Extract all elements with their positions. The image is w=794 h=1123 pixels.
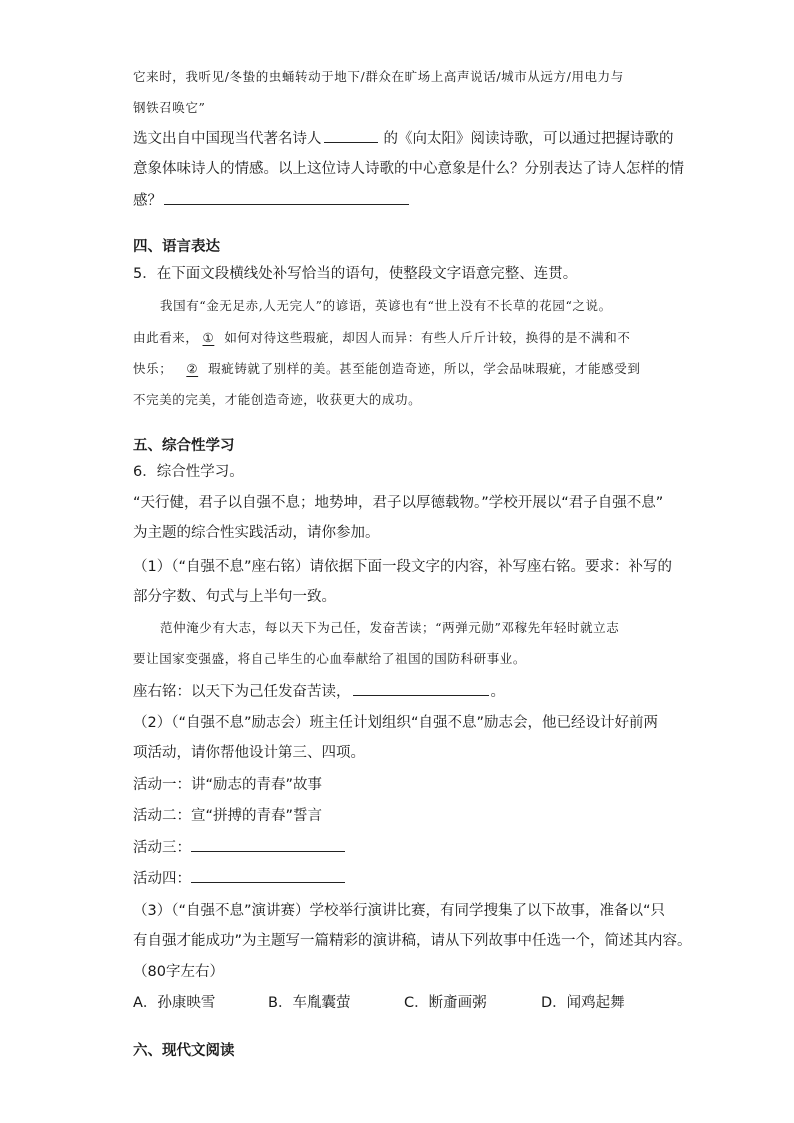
part-1-quote-line-1: 范仲淹少有大志，每以天下为己任，发奋苦读；“两弹元勋”邓稼先年轻时就立志 — [160, 620, 620, 635]
blank-2-mark[interactable]: ② — [186, 361, 199, 376]
q6-intro-line-2: 为主题的综合性实践活动，请你参加。 — [133, 525, 380, 541]
part-1-line-1: （1）（“自强不息”座右铭）请依据下面一段文字的内容，补写座右铭。要求：补写的 — [133, 559, 672, 575]
motto-line — [133, 680, 505, 703]
part-1-line-2: 部分字数、句式与上半句一致。 — [133, 589, 336, 605]
option-a[interactable]: A．孙康映雪 — [133, 995, 216, 1011]
q4-answer-blank[interactable] — [164, 189, 409, 205]
q5-p2-start: 由此看来， — [133, 330, 199, 345]
option-d[interactable]: D．闻鸡起舞 — [541, 995, 625, 1011]
section-4-heading: 四、语言表达 — [133, 239, 220, 255]
q6-intro-line-1: “天行健，君子以自强不息；地势坤，君子以厚德载物。”学校开展以“君子自强不息” — [133, 495, 664, 511]
poem-line-2: 钢铁召唤它” — [133, 100, 206, 115]
option-c[interactable]: C．断齑画粥 — [404, 995, 487, 1011]
poem-line-1: 它来时，我听见/冬蛰的虫蛹转动于地下/群众在旷场上高声说话/城市从远方/用电力与 — [133, 69, 624, 84]
option-b[interactable]: B．车胤囊萤 — [268, 995, 351, 1011]
q4-line-3-text: 感？ — [133, 193, 162, 209]
q5-p3-start: 快乐； — [133, 361, 173, 376]
q4-line-1-end: 的《向太阳》阅读诗歌，可以通过把握诗歌的 — [383, 131, 674, 147]
activity-3-line — [133, 836, 345, 859]
q5-paragraph-line-2 — [133, 327, 630, 349]
motto-text: 座右铭：以天下为己任发奋苦读， — [133, 684, 351, 700]
part-2-line-1: （2）（“自强不息”励志会）班主任计划组织“自强不息”励志会，他已经设计好前两 — [133, 715, 659, 731]
q5-paragraph-line-3 — [133, 358, 640, 380]
motto-answer-blank[interactable] — [353, 680, 489, 696]
blank-1-mark[interactable]: ① — [202, 330, 215, 345]
activity-3-blank[interactable] — [191, 836, 345, 852]
question-6: 6．综合性学习。 — [133, 464, 244, 480]
section-5-heading: 五、综合性学习 — [133, 438, 235, 454]
motto-end: 。 — [490, 684, 505, 700]
activity-4-blank[interactable] — [191, 867, 345, 883]
q4-line-3 — [133, 189, 409, 212]
q5-p2-end: 如何对待这些瑕疵，却因人而异：有些人斤斤计较，换得的是不满和不 — [224, 330, 631, 345]
poet-name-blank[interactable] — [324, 127, 378, 143]
part-3-line-3: （80字左右） — [133, 964, 224, 980]
activity-2: 活动二：宣“拼搏的青春”誓言 — [133, 808, 323, 824]
part-3-line-2: 有自强才能成功”为主题写一篇精彩的演讲稿，请从下列故事中任选一个，简述其内容。 — [133, 933, 692, 949]
section-6-heading: 六、现代文阅读 — [133, 1043, 235, 1059]
activity-1: 活动一：讲“励志的青春”故事 — [133, 777, 323, 793]
part-2-line-2: 项活动，请你帮他设计第三、四项。 — [133, 745, 365, 761]
activity-4-line — [133, 867, 345, 890]
q5-paragraph-line-1: 我国有“金无足赤,人无完人”的谚语，英谚也有“世上没有不长草的花园“之说。 — [160, 298, 612, 313]
question-5: 5．在下面文段横线处补写恰当的语句，使整段文字语意完整、连贯。 — [133, 266, 578, 282]
q5-p3-end: 瑕疵铸就了别样的美。甚至能创造奇迹，所以，学会品味瑕疵，才能感受到 — [208, 361, 641, 376]
activity-3-label: 活动三： — [133, 840, 191, 856]
q4-line-1-start: 选文出自中国现当代著名诗人 — [133, 131, 322, 147]
part-1-quote-line-2: 要让国家变强盛，将自己毕生的心血奉献给了祖国的国防科研事业。 — [133, 651, 527, 666]
q4-line-1 — [133, 127, 674, 150]
activity-4-label: 活动四： — [133, 871, 191, 887]
q5-paragraph-line-4: 不完美的完美，才能创造奇迹，收获更大的成功。 — [133, 392, 422, 407]
q4-line-2: 意象体味诗人的情感。以上这位诗人诗歌的中心意象是什么？分别表达了诗人怎样的情 — [133, 161, 684, 177]
part-3-line-1: （3）（“自强不息”演讲赛）学校举行演讲比赛，有同学搜集了以下故事，准备以“只 — [133, 903, 666, 919]
